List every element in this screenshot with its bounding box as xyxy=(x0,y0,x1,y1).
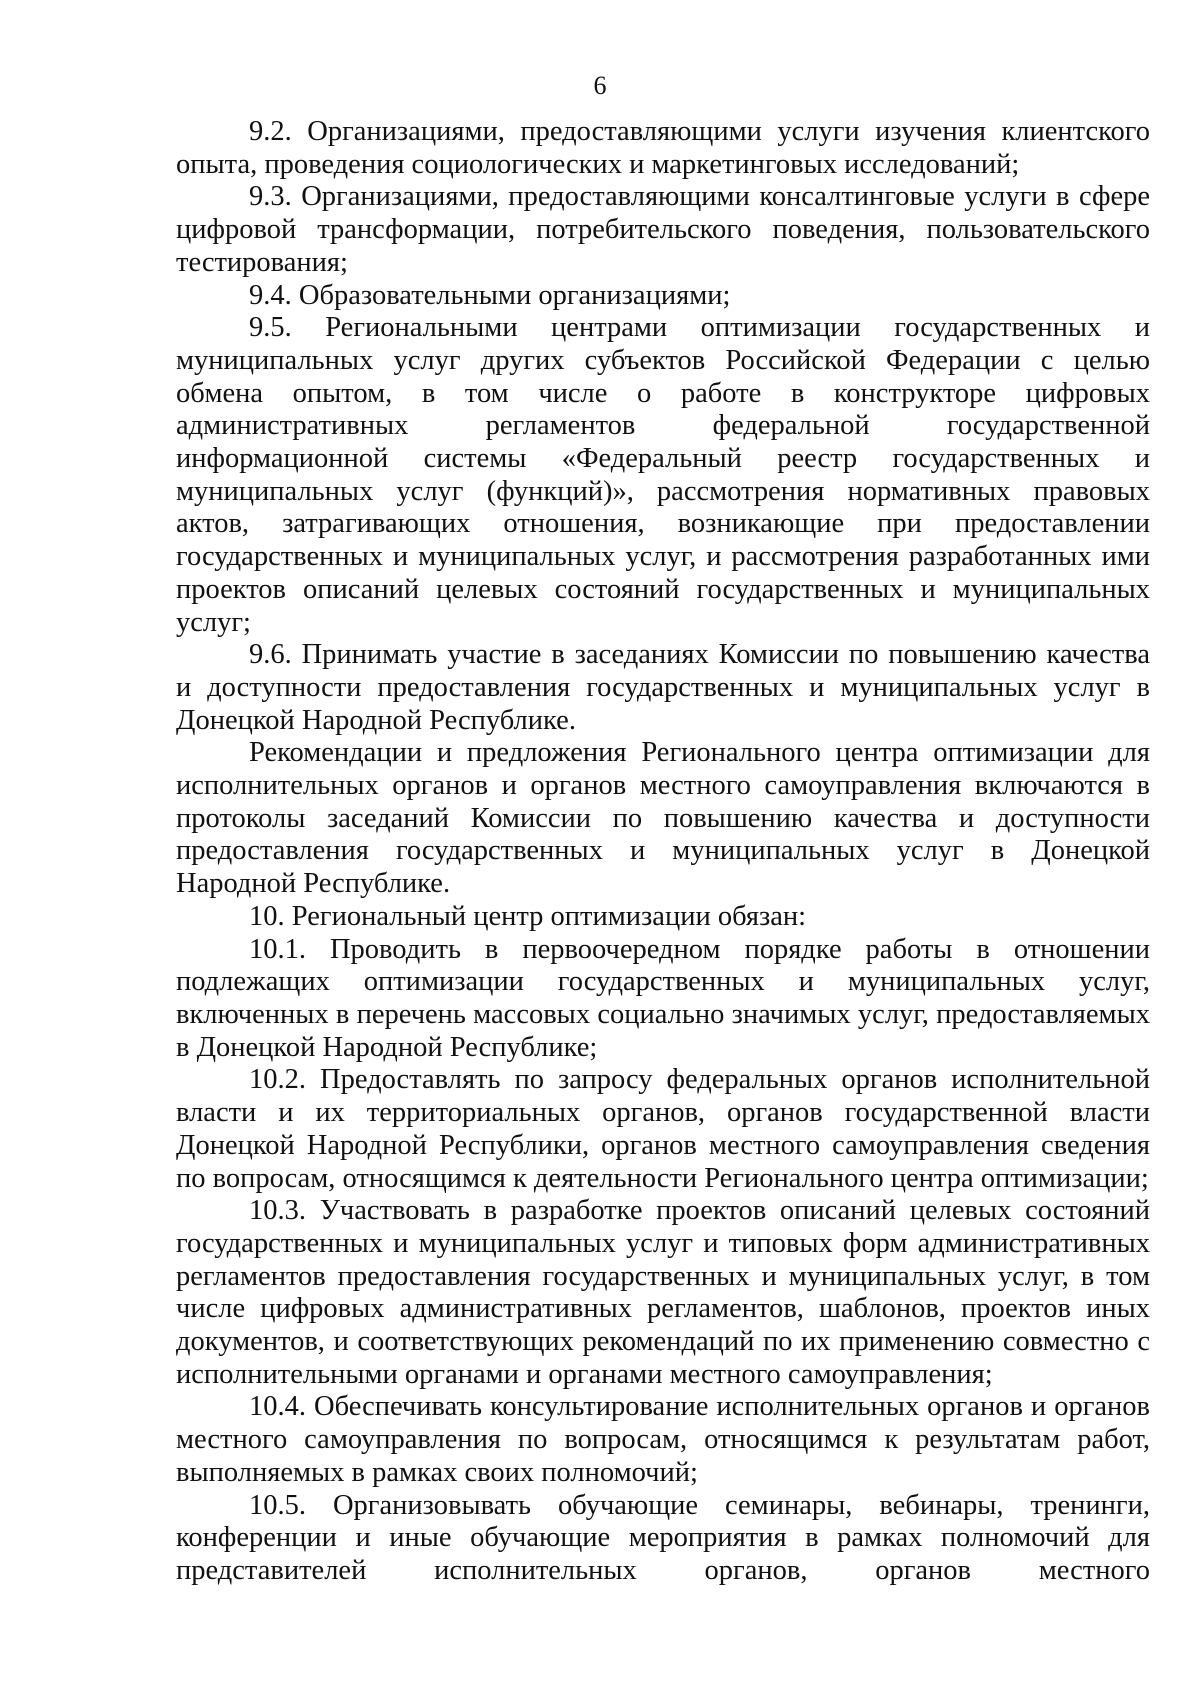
paragraph-9-2: 9.2. Организациями, предоставляющими услуги изучения клиентского опыта, проведения социологических и маркетинговых исследований; xyxy=(176,116,1150,180)
paragraph-10-1: 10.1. Проводить в первоочередном порядке работы в отношении подлежащих оптимизации государственных и муниципальных услуг, включенных в перечень массовых социально значимых услуг, предоставляемых в Донецкой Народной Республике; xyxy=(176,933,1150,1063)
paragraph-10-4: 10.4. Обеспечивать консультирование исполнительных органов и органов местного самоуправления по вопросам, относящимся к результатам работ, выполняемых в рамках своих полномочий; xyxy=(176,1391,1150,1488)
paragraph-10-2: 10.2. Предоставлять по запросу федеральных органов исполнительной власти и их территориальных органов, органов государственной власти Донецкой Народной Республики, органов местного самоуправления сведения по вопросам, относящимся к деятельности Регионального центра оптимизации; xyxy=(176,1064,1150,1194)
paragraph-9-6: 9.6. Принимать участие в заседаниях Комиссии по повышению качества и доступности предоставления государственных и муниципальных услуг в Донецкой Народной Республике. xyxy=(176,639,1150,736)
document-body xyxy=(176,116,1150,1588)
paragraph-9-5: 9.5. Региональными центрами оптимизации государственных и муниципальных услуг других субъектов Российской Федерации с целью обмена опытом, в том числе о работе в конструкторе цифровых административных регламентов федеральной государственной информационной системы «Федеральный реестр государственных и муниципальных услуг (функций)», рассмотрения нормативных правовых актов, затрагивающих отношения, возникающие при предоставлении государственных и муниципальных услуг, и рассмотрения разработанных ими проектов описаний целевых состояний государственных и муниципальных услуг; xyxy=(176,312,1150,638)
paragraph-10-3: 10.3. Участвовать в разработке проектов описаний целевых состояний государственных и муниципальных услуг и типовых форм административных регламентов предоставления государственных и муниципальных услуг, в том числе цифровых административных регламентов, шаблонов, проектов иных документов, и соответствующих рекомендаций по их применению совместно с исполнительными органами и органами местного самоуправления; xyxy=(176,1195,1150,1390)
page-number: 6 xyxy=(593,71,607,100)
paragraph-9-4: 9.4. Образовательными организациями; xyxy=(249,279,731,311)
paragraph-10-5: 10.5. Организовывать обучающие семинары, вебинары, тренинги, конференции и иные обучающие мероприятия в рамках полномочий для представителей исполнительных органов, органов местного xyxy=(176,1489,1150,1586)
paragraph-10: 10. Региональный центр оптимизации обязан: xyxy=(249,900,807,932)
paragraph-recommendations: Рекомендации и предложения Регионального центра оптимизации для исполнительных органов и органов местного самоуправления включаются в протоколы заседаний Комиссии по повышению качества и доступности предоставления государственных и муниципальных услуг в Донецкой Народной Республике. xyxy=(176,737,1150,900)
paragraph-9-3: 9.3. Организациями, предоставляющими консалтинговые услуги в сфере цифровой трансформации, потребительского поведения, пользовательского тестирования; xyxy=(176,181,1150,278)
